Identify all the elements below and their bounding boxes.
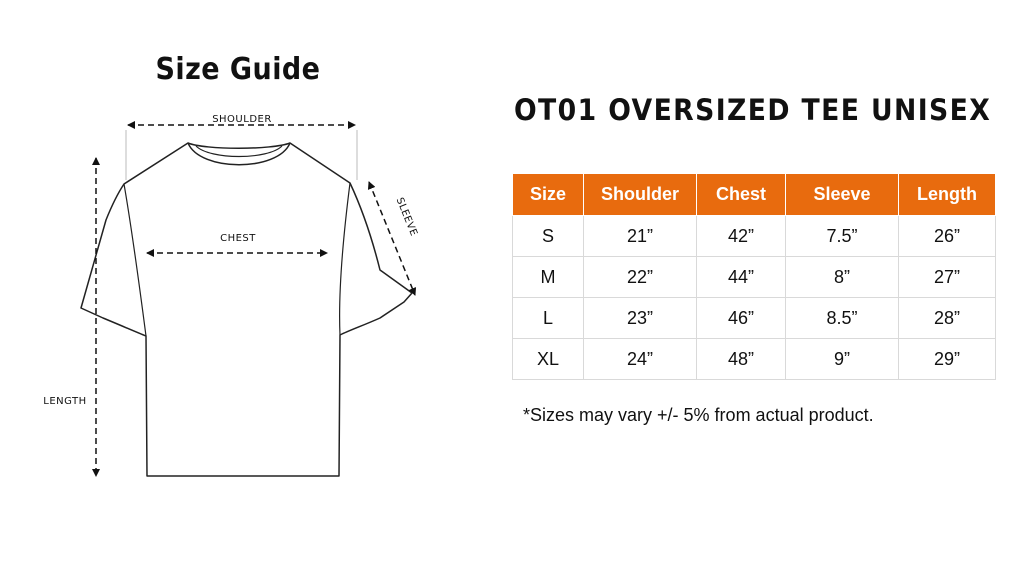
- cell-sleeve: 9”: [786, 339, 899, 380]
- cell-sleeve: 8”: [786, 257, 899, 298]
- cell-shoulder: 24”: [584, 339, 697, 380]
- cell-shoulder: 21”: [584, 216, 697, 257]
- header-sleeve: Sleeve: [786, 174, 899, 216]
- shoulder-label: SHOULDER: [212, 114, 272, 125]
- header-size: Size: [513, 174, 584, 216]
- sleeve-label: SLEEVE: [393, 196, 420, 239]
- table-row: [513, 298, 996, 339]
- table-row: [513, 257, 996, 298]
- header-shoulder: Shoulder: [584, 174, 697, 216]
- cell-length: 26”: [899, 216, 996, 257]
- cell-length: 28”: [899, 298, 996, 339]
- size-disclaimer: *Sizes may vary +/- 5% from actual product.: [523, 405, 874, 425]
- tshirt-outline: [81, 143, 412, 476]
- product-title: OT01 OVERSIZED TEE UNISEX: [514, 93, 992, 127]
- cell-sleeve: 8.5”: [786, 298, 899, 339]
- size-guide-title: Size Guide: [155, 52, 321, 87]
- cell-shoulder: 23”: [584, 298, 697, 339]
- cell-chest: 46”: [697, 298, 786, 339]
- tshirt-diagram: [0, 0, 470, 576]
- cell-length: 29”: [899, 339, 996, 380]
- header-chest: Chest: [697, 174, 786, 216]
- cell-size: XL: [513, 339, 584, 380]
- cell-length: 27”: [899, 257, 996, 298]
- cell-chest: 48”: [697, 339, 786, 380]
- table-row: [513, 339, 996, 380]
- cell-chest: 44”: [697, 257, 786, 298]
- table-header-row: [513, 174, 996, 216]
- cell-size: L: [513, 298, 584, 339]
- length-label: LENGTH: [43, 396, 87, 407]
- size-table: [512, 173, 996, 380]
- cell-chest: 42”: [697, 216, 786, 257]
- chest-label: CHEST: [220, 233, 256, 244]
- cell-size: M: [513, 257, 584, 298]
- table-row: [513, 216, 996, 257]
- cell-size: S: [513, 216, 584, 257]
- cell-shoulder: 22”: [584, 257, 697, 298]
- cell-sleeve: 7.5”: [786, 216, 899, 257]
- header-length: Length: [899, 174, 996, 216]
